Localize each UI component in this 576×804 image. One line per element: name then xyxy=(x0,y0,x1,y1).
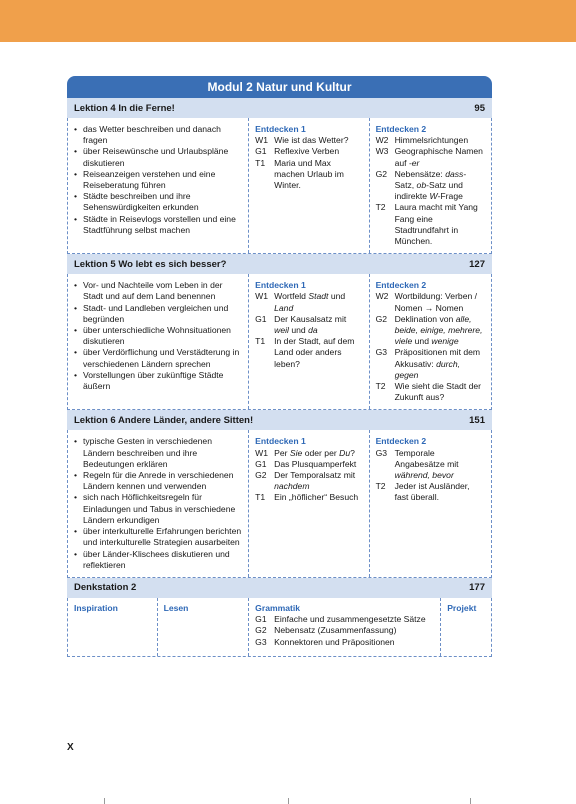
entdecken-2-item xyxy=(376,202,485,247)
entdecken-2-item xyxy=(376,146,485,168)
goal-item: • Vor- und Nachteile vom Leben in der Stadt und auf dem Land benennen xyxy=(74,280,242,302)
goal-item: • Regeln für die Anrede in verschiedenen Ländern kennen und verwenden xyxy=(74,470,242,492)
lesson-body xyxy=(67,430,492,577)
lesen-column xyxy=(158,598,250,656)
entdecken-2-column xyxy=(370,274,491,409)
entdecken-1-item xyxy=(255,158,362,192)
entdecken-2-item xyxy=(376,481,485,503)
lesson-header xyxy=(67,254,492,274)
grammatik-item xyxy=(255,614,434,625)
item-text: Konnektoren und Präpositionen xyxy=(274,636,395,647)
item-text: Laura macht mit Yang Fang eine Stadtrundfahrt in München. xyxy=(394,202,478,247)
goal-item: • Reiseanzeigen verstehen und eine Reiseberatung führen xyxy=(74,169,242,191)
item-text: Himmelsrichtungen xyxy=(394,135,469,146)
goal-item: • Städte beschreiben und ihre Sehenswürdigkeiten erkunden xyxy=(74,191,242,213)
crop-mark xyxy=(470,798,471,804)
entdecken-2-column xyxy=(370,118,491,253)
goal-item: • Städte in Reisevlogs vorstellen und eine Stadtführung selbst machen xyxy=(74,214,242,236)
inspiration-column xyxy=(68,598,158,656)
crop-mark xyxy=(104,798,105,804)
entdecken-1-label: Entdecken 1 xyxy=(255,280,306,291)
entdecken-1-item xyxy=(255,291,362,313)
lesson-header xyxy=(67,410,492,430)
entdecken-2-item xyxy=(376,381,485,403)
entdecken-2-item xyxy=(376,291,485,313)
entdecken-1-item xyxy=(255,135,362,146)
lesson-header xyxy=(67,98,492,118)
entdecken-1-item xyxy=(255,448,362,459)
denkstation-page: 177 xyxy=(469,582,485,594)
item-text: Wie ist das Wetter? xyxy=(274,135,349,146)
goal-item: • Stadt- und Landleben vergleichen und begründen xyxy=(74,303,242,325)
entdecken-1-item xyxy=(255,470,362,492)
entdecken-2-column xyxy=(370,430,491,576)
entdecken-1-item xyxy=(255,336,362,370)
goal-item: • Vorstellungen über zukünftige Städte äußern xyxy=(74,370,242,392)
item-code: G1 xyxy=(255,614,267,625)
item-code: G3 xyxy=(255,636,267,647)
item-text: Temporale Angabesätze mit während, bevor xyxy=(394,447,459,481)
item-code: G1 xyxy=(255,146,267,157)
goals-column xyxy=(68,118,249,253)
goals-column xyxy=(68,274,249,409)
grammatik-item xyxy=(255,625,434,636)
item-code: T2 xyxy=(375,381,386,392)
top-color-band xyxy=(0,0,576,42)
item-code: W2 xyxy=(375,291,389,302)
item-code: G3 xyxy=(375,447,388,458)
projekt-label: Projekt xyxy=(447,602,477,613)
item-code: T1 xyxy=(255,157,266,168)
entdecken-1-item xyxy=(255,314,362,336)
item-code: W2 xyxy=(375,135,389,146)
inspiration-label: Inspiration xyxy=(74,602,118,613)
entdecken-1-item xyxy=(255,146,362,157)
grammatik-column xyxy=(249,598,441,656)
item-text: Nebensatz (Zusammenfassung) xyxy=(274,625,397,636)
item-text: Der Temporalsatz mit nachdem xyxy=(274,470,356,492)
goal-item: • das Wetter beschreiben und danach fragen xyxy=(74,124,242,146)
goal-item: • über Reisewünsche und Urlaubspläne diskutieren xyxy=(74,146,242,168)
entdecken-2-item xyxy=(376,347,485,381)
entdecken-1-column xyxy=(249,274,369,409)
item-code: W1 xyxy=(255,291,269,302)
item-code: G1 xyxy=(255,458,267,469)
item-code: G3 xyxy=(375,347,388,358)
item-text: In der Stadt, auf dem Land oder anders leben? xyxy=(274,336,355,369)
goal-item: • typische Gesten in verschiedenen Ländern beschreiben und ihre Bedeutungen erklären xyxy=(74,436,242,470)
item-text: Wortbildung: Verben / Nomen → Nomen xyxy=(394,291,478,313)
entdecken-1-item xyxy=(255,459,362,470)
goal-item: • über Verdörflichung und Verstädterung in verschiedenen Ländern sprechen xyxy=(74,347,242,369)
lesson-title: Lektion 5 Wo lebt es sich besser? xyxy=(74,258,227,270)
item-text: Präpositionen mit dem Akkusativ: durch, gegen xyxy=(394,347,481,380)
denkstation-header xyxy=(67,578,492,598)
item-code: G2 xyxy=(375,168,388,179)
lesson-body xyxy=(67,274,492,410)
lesen-label: Lesen xyxy=(163,602,189,613)
lesson-page-number: 95 xyxy=(474,102,485,114)
entdecken-1-item xyxy=(255,492,362,503)
item-code: W1 xyxy=(255,135,269,146)
item-text: Ein „höflicher“ Besuch xyxy=(274,492,359,503)
entdecken-2-item xyxy=(376,135,485,146)
entdecken-1-label: Entdecken 1 xyxy=(255,124,306,134)
item-code: G2 xyxy=(375,313,388,324)
item-text: Wortfeld Stadt und Land xyxy=(274,291,346,313)
entdecken-1-column xyxy=(249,430,369,576)
entdecken-2-label: Entdecken 2 xyxy=(375,280,427,291)
item-text: Deklination von alle, beide, einige, mehrere, viele und wenige xyxy=(394,313,483,347)
denkstation-title: Denkstation 2 xyxy=(74,582,137,594)
item-code: W1 xyxy=(255,447,269,458)
entdecken-2-label: Entdecken 2 xyxy=(375,124,427,134)
goals-list xyxy=(74,280,242,392)
item-text: Nebensätze: dass-Satz, ob-Satz und indirekte W-Frage xyxy=(394,168,467,202)
goals-list xyxy=(74,436,242,570)
entdecken-2-item xyxy=(376,169,485,203)
lesson-page-number: 151 xyxy=(469,414,485,426)
goal-item: • über Länder-Klischees diskutieren und reflektieren xyxy=(74,549,242,571)
denkstation-body xyxy=(67,598,492,657)
item-code: G2 xyxy=(255,625,267,636)
item-code: T2 xyxy=(375,202,386,213)
goal-item: • über unterschiedliche Wohnsituationen diskutieren xyxy=(74,325,242,347)
lesson-page-number: 127 xyxy=(469,258,485,270)
item-text: Das Plusquamperfekt xyxy=(274,458,357,469)
item-code: G2 xyxy=(255,470,267,481)
lessons-container xyxy=(67,98,492,578)
grammatik-item xyxy=(255,637,434,648)
item-text: Jeder ist Ausländer, fast überall. xyxy=(394,481,470,503)
goal-item: • sich nach Höflichkeitsregeln für Einladungen und Tabus in verschiedene Ländern erkundigen xyxy=(74,492,242,526)
item-code: G1 xyxy=(255,313,267,324)
crop-mark xyxy=(288,798,289,804)
item-code: T2 xyxy=(375,481,386,492)
item-text: Wie sieht die Stadt der Zukunft aus? xyxy=(394,381,482,403)
lesson-body xyxy=(67,118,492,254)
item-text: Der Kausalsatz mit weil und da xyxy=(274,313,347,336)
entdecken-2-item xyxy=(376,314,485,348)
module-header: Modul 2 Natur und Kultur xyxy=(67,76,492,98)
entdecken-1-column xyxy=(249,118,369,253)
item-text: Einfache und zusammengesetzte Sätze xyxy=(274,614,426,625)
lesson-title: Lektion 6 Andere Länder, andere Sitten! xyxy=(74,414,254,426)
grammatik-items xyxy=(255,614,434,648)
entdecken-2-item xyxy=(376,448,485,482)
page-number: X xyxy=(67,742,74,753)
goal-item: • über interkulturelle Erfahrungen berichten und interkulturelle Strategien ausarbeiten xyxy=(74,526,242,548)
item-text: Maria und Max machen Urlaub im Winter. xyxy=(274,157,344,191)
item-code: T1 xyxy=(255,492,266,503)
table-of-contents xyxy=(67,76,492,657)
item-text: Geographische Namen auf -er xyxy=(394,146,483,168)
goals-column xyxy=(68,430,249,576)
goals-list xyxy=(74,124,242,236)
projekt-column xyxy=(441,598,491,656)
grammatik-label: Grammatik xyxy=(255,602,301,613)
item-text: Per Sie oder per Du? xyxy=(274,447,355,458)
item-code: T1 xyxy=(255,336,266,347)
entdecken-1-label: Entdecken 1 xyxy=(255,436,306,447)
entdecken-2-label: Entdecken 2 xyxy=(375,436,427,447)
item-text: Reflexive Verben xyxy=(274,146,340,157)
item-code: W3 xyxy=(375,146,389,157)
lesson-title: Lektion 4 In die Ferne! xyxy=(74,102,175,114)
